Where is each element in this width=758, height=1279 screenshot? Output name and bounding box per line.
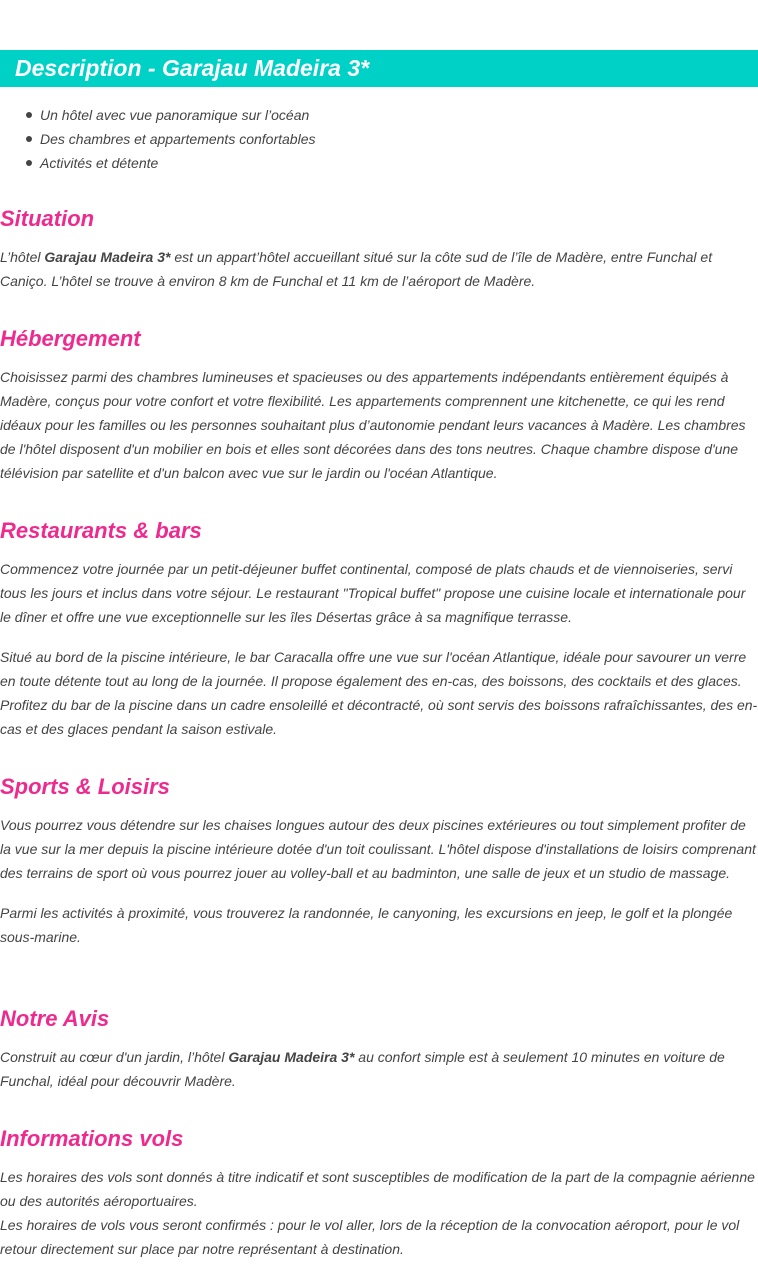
section-paragraph: Les horaires de vols vous seront confirmés : pour le vol aller, lors de la réception de la convocation aéroport, pour le vol retour directement sur place par notre représentant à destination. [0,1217,740,1257]
section-paragraph: Situé au bord de la piscine intérieure, le bar Caracalla offre une vue sur l'océan Atlantique, idéale pour savourer un verre en toute détente tout au long de la journée. Il propose également des en-cas, des boissons, des cocktails et des glaces. Profitez du bar de la piscine dans un cadre ensoleillé et décontracté, où sont servis des boissons rafraîchissantes, des en-cas et des glaces pendant la saison estivale. [0,649,758,737]
section-heading: Sports & Loisirs [0,774,170,799]
description-banner [0,50,758,87]
hotel-name: Garajau Madeira 3* [228,1049,355,1065]
section-heading: Hébergement [0,326,141,351]
section-paragraph: Commencez votre journée par un petit-déjeuner buffet continental, composé de plats chauds et de viennoiseries, servi tous les jours et inclus dans votre séjour. Le restaurant "Tropical buffet" propose une cuisine locale et internationale pour le dîner et offre une vue exceptionnelle sur les îles Désertas grâce à sa magnifique terrasse. [0,561,746,625]
section-heading: Restaurants & bars [0,518,202,543]
paragraph-text: au confort simple est à seulement 10 minutes en voiture de Funchal, idéal pour découvrir Madère. [0,1049,725,1089]
section-paragraph [0,245,758,293]
section-paragraph: Parmi les activités à proximité, vous trouverez la randonnée, le canyoning, les excursions en jeep, le golf et la plongée sous-marine. [0,905,733,945]
paragraph-text: Construit au cœur d'un jardin, l’hôtel [0,1049,229,1065]
section-restaurants [0,517,758,741]
section-heading: Notre Avis [0,1006,110,1031]
section-heading: Situation [0,206,95,231]
section-paragraph: Les horaires des vols sont donnés à titre indicatif et sont susceptibles de modification de la part de la compagnie aérienne ou des autorités aéroportuaires. [0,1169,755,1209]
list-item: Un hôtel avec vue panoramique sur l’océan [24,103,315,127]
list-item: Des chambres et appartements confortables [24,127,315,151]
section-heading: Informations vols [0,1126,184,1151]
section-paragraph [0,1045,758,1093]
list-item: Activités et détente [24,151,315,175]
section-hebergement [0,325,758,485]
hotel-name: Garajau Madeira 3* [44,249,171,265]
section-avis [0,1005,758,1093]
paragraph-text: L’hôtel [0,249,45,265]
section-sports [0,773,758,949]
highlights-list [24,103,315,175]
section-vols [0,1125,758,1261]
page-title: Description - Garajau Madeira 3* [15,55,370,81]
section-paragraph: Choisissez parmi des chambres lumineuses et spacieuses ou des appartements indépendants entièrement équipés à Madère, conçus pour votre confort et votre flexibilité. Les appartements comprennent une kitchenette, ce qui les rend idéaux pour les familles ou les personnes souhaitant plus d’autonomie pendant leurs vacances à Madère. Les chambres de l'hôtel disposent d'un mobilier en bois et elles sont décorées dans des tons neutres. Chaque chambre dispose d'une télévision par satellite et d'un balcon avec vue sur le jardin ou l'océan Atlantique. [0,369,746,481]
section-situation [0,205,758,293]
paragraph-text: est un appart’hôtel accueillant situé sur la côte sud de l’île de Madère, entre Funchal et Caniço. L’hôtel se trouve à environ 8 km de Funchal et 11 km de l’aéroport de Madère. [0,249,713,289]
section-paragraph: Vous pourrez vous détendre sur les chaises longues autour des deux piscines extérieures ou tout simplement profiter de la vue sur la mer depuis la piscine intérieure dotée d'un toit coulissant. L'hôtel dispose d'installations de loisirs comprenant des terrains de sport où vous pourrez jouer au volley-ball et au badminton, une salle de jeux et un studio de massage. [0,817,756,881]
